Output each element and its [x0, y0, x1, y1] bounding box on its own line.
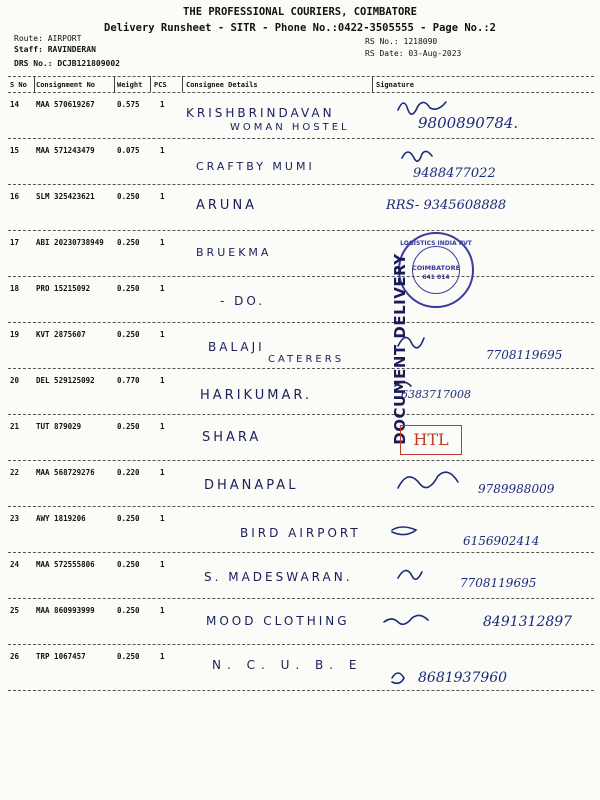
weight-cell: 0.250 — [117, 192, 140, 201]
signature-phone: 8491312897 — [483, 614, 573, 630]
signature-phone: 6156902414 — [463, 534, 540, 548]
signature-phone: 7708119695 — [486, 348, 563, 362]
sno-cell: 23 — [10, 514, 20, 523]
col-sno: S No — [10, 81, 27, 89]
consignee-handwritten: HARIKUMAR. — [200, 388, 313, 403]
signature-phone: 8681937960 — [418, 670, 508, 686]
consignee-handwritten: MOOD CLOTHING — [206, 614, 350, 628]
company-seal — [398, 232, 474, 308]
consignee-handwritten-line2: WOMAN HOSTEL — [230, 122, 350, 133]
consignment-cell: KVT 2875607 — [36, 330, 86, 339]
signature-scribble — [398, 570, 422, 579]
pcs-cell: 1 — [160, 192, 165, 201]
signature-scribble — [402, 151, 432, 161]
signature-scribble — [398, 102, 446, 114]
pcs-cell: 1 — [160, 468, 165, 477]
htl-stamp: HTL — [400, 425, 462, 455]
pcs-cell: 1 — [160, 514, 165, 523]
company-title: THE PROFESSIONAL COURIERS, COIMBATORE — [183, 6, 417, 18]
consignment-cell: SLM 325423621 — [36, 192, 95, 201]
sno-cell: 16 — [10, 192, 20, 201]
col-weight: Weight — [117, 81, 143, 89]
weight-cell: 0.770 — [117, 376, 140, 385]
consignee-handwritten-line2: CATERERS — [268, 354, 345, 365]
signature-phone: 6383717008 — [401, 388, 471, 401]
weight-cell: 0.250 — [117, 652, 140, 661]
consignment-cell: TUT 879029 — [36, 422, 82, 431]
document-delivery-stamp: DOCUMENT DELIVERY — [391, 253, 409, 445]
consignee-handwritten: CRAFTBY MUMI — [196, 160, 315, 173]
signature-phone: 9789988009 — [478, 482, 555, 496]
weight-cell: 0.575 — [117, 100, 140, 109]
pcs-cell: 1 — [160, 652, 165, 661]
consignment-cell: DEL 529125092 — [36, 376, 95, 385]
consignment-cell: MAA 860993999 — [36, 606, 95, 615]
drs-label: DRS No.: DCJB121809002 — [14, 59, 120, 68]
col-signature: Signature — [376, 81, 414, 89]
signature-scribble — [392, 527, 416, 535]
pcs-cell: 1 — [160, 376, 165, 385]
pcs-cell: 1 — [160, 100, 165, 109]
sno-cell: 26 — [10, 652, 20, 661]
seal-pin-text: 641 014 — [422, 274, 450, 281]
signature-phone: 9488477022 — [413, 166, 496, 181]
consignment-cell: PRO 15215092 — [36, 284, 91, 293]
consignment-cell: MAA 568729276 — [36, 468, 95, 477]
consignee-handwritten: S. MADESWARAN. — [204, 570, 353, 584]
sno-cell: 24 — [10, 560, 20, 569]
weight-cell: 0.220 — [117, 468, 140, 477]
sno-cell: 21 — [10, 422, 20, 431]
pcs-cell: 1 — [160, 606, 165, 615]
consignment-cell: MAA 570619267 — [36, 100, 95, 109]
consignee-handwritten: SHARA — [202, 430, 262, 445]
consignee-handwritten: DHANAPAL — [204, 478, 299, 493]
consignee-handwritten: ARUNA — [196, 198, 258, 213]
pcs-cell: 1 — [160, 284, 165, 293]
consignment-cell: AWY 1819206 — [36, 514, 86, 523]
seal-top-text: LOGISTICS INDIA PVT — [400, 240, 472, 247]
weight-cell: 0.075 — [117, 146, 140, 155]
sno-cell: 18 — [10, 284, 20, 293]
rs-date-label: RS Date: 03-Aug-2023 — [365, 49, 462, 58]
signature-phone: RRS- 9345608888 — [386, 198, 507, 213]
consignment-cell: ABI 20230738949 — [36, 238, 104, 247]
weight-cell: 0.250 — [117, 330, 140, 339]
signature-phone: 9800890784. — [418, 114, 519, 132]
pcs-cell: 1 — [160, 146, 165, 155]
sno-cell: 19 — [10, 330, 20, 339]
pcs-cell: 1 — [160, 238, 165, 247]
consignment-cell: TRP 1067457 — [36, 652, 86, 661]
sno-cell: 17 — [10, 238, 20, 247]
weight-cell: 0.250 — [117, 606, 140, 615]
seal-city-text: COIMBATORE — [411, 264, 461, 272]
consignment-cell: MAA 571243479 — [36, 146, 95, 155]
consignee-handwritten: N. C. U. B. E — [212, 658, 363, 672]
weight-cell: 0.250 — [117, 514, 140, 523]
col-pcs: PCS — [154, 81, 167, 89]
pcs-cell: 1 — [160, 330, 165, 339]
weight-cell: 0.250 — [117, 238, 140, 247]
sno-cell: 22 — [10, 468, 20, 477]
consignee-handwritten: BRUEKMA — [196, 246, 272, 259]
col-consignee: Consignee Details — [186, 81, 258, 89]
signature-scribble — [398, 472, 458, 488]
sno-cell: 25 — [10, 606, 20, 615]
weight-cell: 0.250 — [117, 422, 140, 431]
route-label: Route: AIRPORT — [14, 34, 82, 43]
sno-cell: 14 — [10, 100, 20, 109]
pcs-cell: 1 — [160, 422, 165, 431]
sno-cell: 15 — [10, 146, 20, 155]
consignee-handwritten: KRISHBRINDAVAN — [186, 106, 335, 120]
weight-cell: 0.250 — [117, 560, 140, 569]
consignee-handwritten: BALAJI — [208, 340, 265, 354]
runsheet-subtitle: Delivery Runsheet - SITR - Phone No.:0422-3505555 - Page No.:2 — [104, 22, 496, 34]
rs-no-label: RS No.: 1218090 — [365, 37, 438, 46]
consignee-handwritten: - DO. — [220, 294, 266, 308]
consignee-handwritten: BIRD AIRPORT — [240, 526, 361, 540]
signature-scribble — [384, 615, 428, 624]
signature-phone: 7708119695 — [460, 576, 537, 590]
col-consignment: Consignment No — [36, 81, 96, 89]
consignment-cell: MAA 572555806 — [36, 560, 95, 569]
signature-scribble — [392, 673, 404, 683]
sno-cell: 20 — [10, 376, 20, 385]
weight-cell: 0.250 — [117, 284, 140, 293]
pcs-cell: 1 — [160, 560, 165, 569]
staff-label: Staff: RAVINDERAN — [14, 45, 96, 54]
